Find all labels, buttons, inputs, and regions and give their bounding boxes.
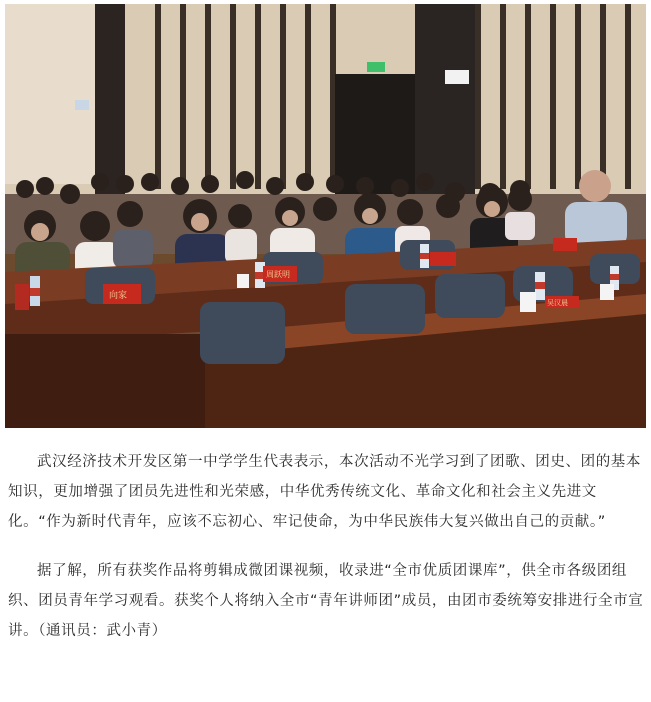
name-card-3: 吴汉晨: [547, 299, 568, 307]
event-photo: [5, 4, 646, 428]
article-body: [8, 447, 648, 646]
name-card-1: 向家: [109, 291, 128, 301]
article-paragraph: 武汉经济技术开发区第一中学学生代表表示，本次活动不光学习到了团歌、团史、团的基本知识，更加增强了团员先进性和光荣感，中华优秀传统文化、革命文化和社会主义先进文化。“作为新时代青年，应该不忘初心、牢记使命，为中华民族伟大复兴做出自己的贡献。”: [8, 454, 641, 530]
name-card-2: 周跃明: [266, 270, 290, 279]
article-paragraph: 据了解，所有获奖作品将剪辑成微团课视频，收录进“全市优质团课库”，供全市各级团组织、团员青年学习观看。获奖个人将纳入全市“青年讲师团”成员，由团市委统筹安排进行全市宣讲。（通讯员：武小青）: [8, 563, 644, 639]
